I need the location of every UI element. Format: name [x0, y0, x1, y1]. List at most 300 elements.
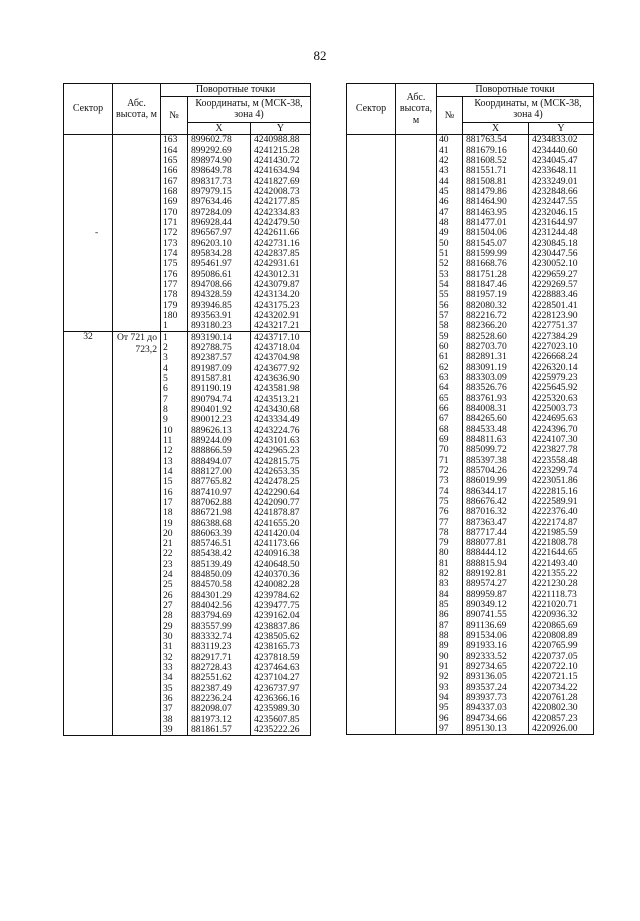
- point-number: 14: [161, 467, 188, 477]
- x-coordinate: 894328.59: [191, 289, 232, 301]
- x-coordinate: 888866.59: [191, 445, 232, 457]
- x-coordinate: 891987.09: [191, 363, 232, 374]
- point-number: 75: [437, 496, 463, 506]
- y-coordinate: 4220926.00: [529, 724, 594, 735]
- point-number: 56: [437, 300, 463, 310]
- x-coordinate: 887765.82: [191, 476, 232, 488]
- x-coordinate: 886388.68: [191, 518, 232, 529]
- y-coordinate: 4223051.86: [529, 476, 594, 486]
- point-number: 97: [437, 724, 463, 735]
- x-coordinate: 882528.60: [466, 331, 507, 342]
- y-coordinate: 4242290.64: [251, 487, 311, 497]
- point-number: 17: [161, 497, 188, 507]
- point-number: 20: [161, 528, 188, 538]
- table-row: [64, 135, 311, 146]
- point-number: 168: [161, 187, 188, 197]
- point-number: 23: [161, 559, 188, 569]
- point-number: 28: [161, 611, 188, 621]
- y-coordinate: 4242611.66: [251, 228, 311, 238]
- point-number: 65: [437, 393, 463, 403]
- y-coordinate: 4222815.16: [529, 486, 594, 496]
- x-coordinate: 897284.09: [191, 207, 232, 218]
- y-coordinate: 4221493.40: [529, 558, 594, 568]
- sector-header: Сектор: [64, 84, 113, 135]
- x-coordinate: 891587.81: [191, 373, 232, 384]
- y-coordinate: 4232447.55: [529, 197, 594, 207]
- x-coordinate: 882551.62: [191, 673, 232, 684]
- x-coordinate: 893937.73: [466, 692, 507, 704]
- x-coordinate: 881479.86: [466, 186, 507, 197]
- y-coordinate: 4220808.89: [529, 631, 594, 641]
- x-coordinate: 893537.24: [466, 682, 507, 693]
- y-coordinate: 4229269.57: [529, 280, 594, 290]
- y-coordinate: 4225645.92: [529, 383, 594, 393]
- point-number: 169: [161, 197, 188, 207]
- y-coordinate: 4228123.90: [529, 311, 594, 321]
- point-number: 18: [161, 508, 188, 518]
- y-coordinate: 4220722.10: [529, 662, 594, 672]
- x-coordinate: 890349.12: [466, 599, 507, 611]
- point-number: 1: [161, 321, 188, 332]
- x-coordinate: 882080.32: [466, 300, 507, 311]
- point-number: 74: [437, 486, 463, 496]
- x-coordinate: 891933.16: [466, 641, 507, 652]
- point-number: 29: [161, 621, 188, 631]
- y-coordinate: 4243581.98: [251, 384, 311, 394]
- point-number: 86: [437, 610, 463, 620]
- x-coordinate: 888815.94: [466, 558, 507, 569]
- x-coordinate: 891136.69: [466, 620, 507, 631]
- x-coordinate: 883794.69: [191, 611, 232, 622]
- x-header: X: [463, 122, 529, 135]
- x-coordinate: 895834.28: [191, 248, 232, 259]
- x-coordinate: 884811.63: [466, 434, 507, 445]
- y-coordinate: 4241634.94: [251, 166, 311, 176]
- x-coordinate: 884301.29: [191, 590, 232, 601]
- y-coordinate: 4242653.35: [251, 467, 311, 477]
- point-number: 12: [161, 446, 188, 456]
- point-number: 77: [437, 517, 463, 527]
- y-coordinate: 4241827.69: [251, 176, 311, 186]
- point-number: 11: [161, 436, 188, 446]
- y-coordinate: 4225003.73: [529, 404, 594, 414]
- point-number: 68: [437, 424, 463, 434]
- x-coordinate: 881679.16: [466, 145, 507, 156]
- x-coordinate: 896567.97: [191, 227, 232, 239]
- point-number: 93: [437, 682, 463, 692]
- y-coordinate: 4222174.87: [529, 517, 594, 527]
- point-number: 35: [161, 683, 188, 693]
- y-coordinate: 4238505.62: [251, 632, 311, 642]
- point-number: 21: [161, 539, 188, 549]
- x-coordinate: 881668.76: [466, 258, 507, 270]
- y-coordinate: 4238165.73: [251, 642, 311, 652]
- abs-height-header: Абс. высота, м: [396, 84, 437, 135]
- x-coordinate: 881504.06: [466, 227, 507, 239]
- point-number: 54: [437, 280, 463, 290]
- sector-cell: -: [64, 135, 113, 332]
- point-number: 39: [161, 725, 188, 736]
- point-number: 42: [437, 156, 463, 166]
- point-number: 9: [161, 415, 188, 425]
- x-coordinate: 882703.70: [466, 341, 507, 352]
- x-coordinate: 887717.44: [466, 527, 507, 538]
- y-coordinate: 4235989.30: [251, 704, 311, 714]
- y-coordinate: 4230447.56: [529, 249, 594, 259]
- y-coordinate: 4220802.30: [529, 703, 594, 713]
- x-coordinate: 888127.00: [191, 466, 232, 477]
- y-coordinate: 4231244.48: [529, 228, 594, 238]
- point-number: 8: [161, 405, 188, 415]
- y-coordinate: 4223299.74: [529, 466, 594, 476]
- point-number: 45: [437, 187, 463, 197]
- point-number: 60: [437, 342, 463, 352]
- point-number: 40: [437, 135, 463, 146]
- x-coordinate: 889574.27: [466, 579, 507, 590]
- point-number: 172: [161, 228, 188, 238]
- y-coordinate: 4240988.88: [251, 135, 311, 146]
- point-number: 82: [437, 569, 463, 579]
- y-coordinate: 4236737.97: [251, 683, 311, 693]
- y-coordinate: 4220765.99: [529, 641, 594, 651]
- x-coordinate: 881599.99: [466, 248, 507, 259]
- x-coordinate: 885746.51: [191, 538, 232, 550]
- x-coordinate: 886676.42: [466, 496, 507, 507]
- x-coordinate: 888444.12: [466, 548, 507, 559]
- point-number: 164: [161, 145, 188, 155]
- y-coordinate: 4230845.18: [529, 238, 594, 248]
- x-coordinate: 884850.09: [191, 569, 232, 581]
- point-number: 71: [437, 455, 463, 465]
- x-coordinate: 888494.07: [191, 456, 232, 467]
- x-coordinate: 890401.92: [191, 404, 232, 415]
- y-coordinate: 4241173.66: [251, 539, 311, 549]
- y-coordinate: 4237104.27: [251, 673, 311, 683]
- number-header: №: [437, 96, 463, 135]
- y-coordinate: 4227023.10: [529, 342, 594, 352]
- point-number: 38: [161, 714, 188, 724]
- x-coordinate: 895130.13: [466, 723, 507, 735]
- point-number: 64: [437, 383, 463, 393]
- x-coordinate: 892788.75: [191, 342, 232, 353]
- y-coordinate: 4243717.10: [251, 332, 311, 343]
- x-coordinate: 891190.19: [191, 383, 232, 395]
- x-coordinate: 882236.24: [191, 693, 232, 705]
- point-number: 46: [437, 197, 463, 207]
- y-coordinate: 4242931.61: [251, 259, 311, 269]
- x-coordinate: 884008.31: [466, 403, 507, 414]
- sector-header: Сектор: [347, 84, 396, 135]
- y-coordinate: 4227384.29: [529, 331, 594, 341]
- point-number: 30: [161, 632, 188, 642]
- point-number: 66: [437, 404, 463, 414]
- x-coordinate: 893136.05: [466, 672, 507, 683]
- point-number: 4: [161, 363, 188, 373]
- page-number: 82: [313, 48, 327, 63]
- point-number: 44: [437, 176, 463, 186]
- point-number: 175: [161, 259, 188, 269]
- x-coordinate: 882216.72: [466, 310, 507, 321]
- point-number: 13: [161, 456, 188, 466]
- x-coordinate: 893563.91: [191, 310, 232, 321]
- y-coordinate: 4223558.48: [529, 455, 594, 465]
- x-coordinate: 885704.26: [466, 465, 507, 476]
- point-number: 177: [161, 280, 188, 290]
- y-coordinate: 4226668.24: [529, 352, 594, 362]
- x-coordinate: 882366.20: [466, 320, 507, 332]
- y-coordinate: 4221644.65: [529, 548, 594, 558]
- x-coordinate: 896203.10: [191, 238, 232, 249]
- point-number: 80: [437, 548, 463, 558]
- point-number: 15: [161, 477, 188, 487]
- y-coordinate: 4221808.78: [529, 538, 594, 548]
- y-coordinate: 4224107.30: [529, 435, 594, 445]
- y-coordinate: 4220761.28: [529, 693, 594, 703]
- y-coordinate: 4243134.20: [251, 290, 311, 300]
- y-coordinate: 4241655.20: [251, 518, 311, 528]
- y-coordinate: 4243430.68: [251, 405, 311, 415]
- point-number: 52: [437, 259, 463, 269]
- x-coordinate: 881957.19: [466, 289, 507, 301]
- point-number: 96: [437, 713, 463, 723]
- x-coordinate: 895086.61: [191, 269, 232, 280]
- abs-height-cell: [396, 135, 437, 735]
- point-number: 63: [437, 373, 463, 383]
- y-coordinate: 4242965.23: [251, 446, 311, 456]
- y-coordinate: 4242815.75: [251, 456, 311, 466]
- y-coordinate: 4237464.63: [251, 663, 311, 673]
- point-number: 57: [437, 311, 463, 321]
- y-coordinate: 4221020.71: [529, 600, 594, 610]
- y-coordinate: 4239784.62: [251, 590, 311, 600]
- x-coordinate: 886721.98: [191, 507, 232, 519]
- y-header: Y: [251, 122, 311, 135]
- x-coordinate: 881551.71: [466, 165, 507, 177]
- point-number: 91: [437, 662, 463, 672]
- point-number: 171: [161, 218, 188, 228]
- y-coordinate: 4230052.10: [529, 259, 594, 269]
- y-coordinate: 4224396.70: [529, 424, 594, 434]
- point-number: 62: [437, 362, 463, 372]
- point-number: 178: [161, 290, 188, 300]
- y-coordinate: 4232848.66: [529, 187, 594, 197]
- point-number: 33: [161, 663, 188, 673]
- y-coordinate: 4220737.05: [529, 651, 594, 661]
- x-coordinate: 883119.23: [191, 642, 232, 653]
- y-coordinate: 4220734.22: [529, 682, 594, 692]
- x-coordinate: 889192.81: [466, 568, 507, 580]
- x-coordinate: 881464.90: [466, 196, 507, 208]
- x-coordinate: 883526.76: [466, 382, 507, 394]
- point-number: 6: [161, 384, 188, 394]
- x-coordinate: 887016.32: [466, 506, 507, 518]
- x-coordinate: 890794.74: [191, 394, 232, 405]
- x-coordinate: 881608.52: [466, 155, 507, 166]
- x-coordinate: 882098.07: [191, 704, 232, 715]
- y-coordinate: 4225979.23: [529, 373, 594, 383]
- point-number: 67: [437, 414, 463, 424]
- point-number: 51: [437, 249, 463, 259]
- y-coordinate: 4243224.76: [251, 425, 311, 435]
- point-number: 26: [161, 590, 188, 600]
- x-coordinate: 890741.55: [466, 610, 507, 621]
- y-coordinate: 4242334.83: [251, 207, 311, 217]
- sector-cell: [347, 135, 396, 735]
- point-number: 31: [161, 642, 188, 652]
- y-coordinate: 4242479.50: [251, 218, 311, 228]
- left-coordinates-table: [63, 83, 311, 736]
- point-number: 83: [437, 579, 463, 589]
- y-coordinate: 4221985.59: [529, 527, 594, 537]
- point-number: 34: [161, 673, 188, 683]
- point-number: 72: [437, 466, 463, 476]
- point-number: 24: [161, 570, 188, 580]
- point-number: 3: [161, 353, 188, 363]
- x-coordinate: 887410.97: [191, 487, 232, 498]
- y-coordinate: 4223827.78: [529, 445, 594, 455]
- x-coordinate: 893190.14: [188, 332, 251, 343]
- x-header: X: [188, 122, 251, 135]
- x-coordinate: 883761.93: [466, 393, 507, 404]
- y-coordinate: 4222376.40: [529, 507, 594, 517]
- point-number: 7: [161, 394, 188, 404]
- y-coordinate: 4233249.01: [529, 176, 594, 186]
- y-coordinate: 4226320.14: [529, 362, 594, 372]
- x-coordinate: 881861.57: [191, 724, 232, 736]
- y-coordinate: 4234833.02: [529, 135, 594, 146]
- turning-points-header: Поворотные точки: [161, 84, 311, 97]
- point-number: 76: [437, 507, 463, 517]
- number-header: №: [161, 96, 188, 135]
- y-coordinate: 4221230.28: [529, 579, 594, 589]
- point-number: 59: [437, 331, 463, 341]
- y-coordinate: 4228501.41: [529, 300, 594, 310]
- y-coordinate: 4227751.37: [529, 321, 594, 331]
- y-coordinate: 4239477.75: [251, 601, 311, 611]
- y-coordinate: 4221118.73: [529, 589, 594, 599]
- point-number: 2: [161, 343, 188, 353]
- point-number: 10: [161, 425, 188, 435]
- point-number: 167: [161, 176, 188, 186]
- x-coordinate: 881973.12: [191, 714, 232, 725]
- x-coordinate: 891534.06: [466, 630, 507, 642]
- point-number: 170: [161, 207, 188, 217]
- x-coordinate: 892734.65: [466, 661, 507, 673]
- x-coordinate: 885397.38: [466, 455, 507, 466]
- point-number: 19: [161, 518, 188, 528]
- y-coordinate: 4225320.63: [529, 393, 594, 403]
- y-coordinate: 4241420.04: [251, 528, 311, 538]
- y-coordinate: 4243334.49: [251, 415, 311, 425]
- x-coordinate: 892333.52: [466, 651, 507, 662]
- y-coordinate: 4234045.47: [529, 156, 594, 166]
- y-coordinate: 4243012.31: [251, 269, 311, 279]
- y-coordinate: 4243202.91: [251, 311, 311, 321]
- x-coordinate: 897634.46: [191, 196, 232, 208]
- x-coordinate: 884042.56: [191, 600, 232, 612]
- point-number: 78: [437, 527, 463, 537]
- x-coordinate: 899602.78: [191, 134, 232, 146]
- x-coordinate: 886019.99: [466, 475, 507, 487]
- abs-height-header: Абс. высота, м: [113, 84, 161, 135]
- y-coordinate: 4236366.16: [251, 694, 311, 704]
- point-number: 25: [161, 580, 188, 590]
- point-number: 32: [161, 652, 188, 662]
- point-number: 50: [437, 238, 463, 248]
- x-coordinate: 894337.03: [466, 703, 507, 714]
- y-coordinate: 4243718.04: [251, 343, 311, 353]
- y-coordinate: 4228883.46: [529, 290, 594, 300]
- point-number: 16: [161, 487, 188, 497]
- x-coordinate: 881545.07: [466, 238, 507, 249]
- point-number: 48: [437, 218, 463, 228]
- x-coordinate: 892387.57: [191, 352, 232, 364]
- y-coordinate: 4240370.36: [251, 570, 311, 580]
- point-number: 90: [437, 651, 463, 661]
- point-number: 37: [161, 704, 188, 714]
- point-number: 5: [161, 374, 188, 384]
- right-coordinates-table: [346, 83, 594, 735]
- y-coordinate: 4242478.25: [251, 477, 311, 487]
- point-number: 58: [437, 321, 463, 331]
- point-number: 95: [437, 703, 463, 713]
- y-coordinate: 4240648.50: [251, 559, 311, 569]
- point-number: 163: [161, 135, 188, 146]
- x-coordinate: 881763.54: [466, 134, 507, 146]
- y-header: Y: [529, 122, 594, 135]
- x-coordinate: 890012.23: [191, 414, 232, 426]
- x-coordinate: 881751.28: [466, 269, 507, 280]
- y-coordinate: 4243217.21: [251, 321, 311, 332]
- y-coordinate: 4240916.38: [251, 549, 311, 559]
- x-coordinate: 883332.74: [191, 631, 232, 643]
- point-number: 79: [437, 538, 463, 548]
- x-coordinate: 888077.81: [466, 537, 507, 549]
- turning-points-header: Поворотные точки: [437, 84, 594, 97]
- abs-height-cell: [113, 135, 161, 332]
- sector-cell: 32: [64, 332, 113, 736]
- x-coordinate: 894734.66: [466, 713, 507, 724]
- x-coordinate: 896928.44: [191, 217, 232, 228]
- x-coordinate: 889959.87: [466, 589, 507, 600]
- x-coordinate: 893180.23: [191, 320, 232, 332]
- x-coordinate: 881477.01: [466, 217, 507, 228]
- x-coordinate: 887363.47: [466, 517, 507, 528]
- x-coordinate: 894708.66: [191, 279, 232, 290]
- y-coordinate: 4239162.04: [251, 611, 311, 621]
- x-coordinate: 884570.58: [191, 580, 232, 591]
- point-number: 173: [161, 238, 188, 248]
- point-number: 69: [437, 435, 463, 445]
- point-number: 41: [437, 145, 463, 155]
- point-number: 165: [161, 156, 188, 166]
- x-coordinate: 887062.88: [191, 497, 232, 508]
- y-coordinate: 4234440.60: [529, 145, 594, 155]
- y-coordinate: 4242731.16: [251, 238, 311, 248]
- coordinates-header: Координаты, м (МСК-38, зона 4): [188, 96, 311, 122]
- x-coordinate: 889244.09: [191, 435, 232, 446]
- point-number: 174: [161, 249, 188, 259]
- y-coordinate: 4243677.92: [251, 363, 311, 373]
- table-row: [347, 135, 594, 146]
- x-coordinate: 885139.49: [191, 559, 232, 570]
- y-coordinate: 4241430.72: [251, 156, 311, 166]
- y-coordinate: 4240082.28: [251, 580, 311, 590]
- table-row: [64, 332, 311, 343]
- x-coordinate: 881463.95: [466, 207, 507, 218]
- y-coordinate: 4220936.32: [529, 610, 594, 620]
- x-coordinate: 893946.85: [191, 300, 232, 311]
